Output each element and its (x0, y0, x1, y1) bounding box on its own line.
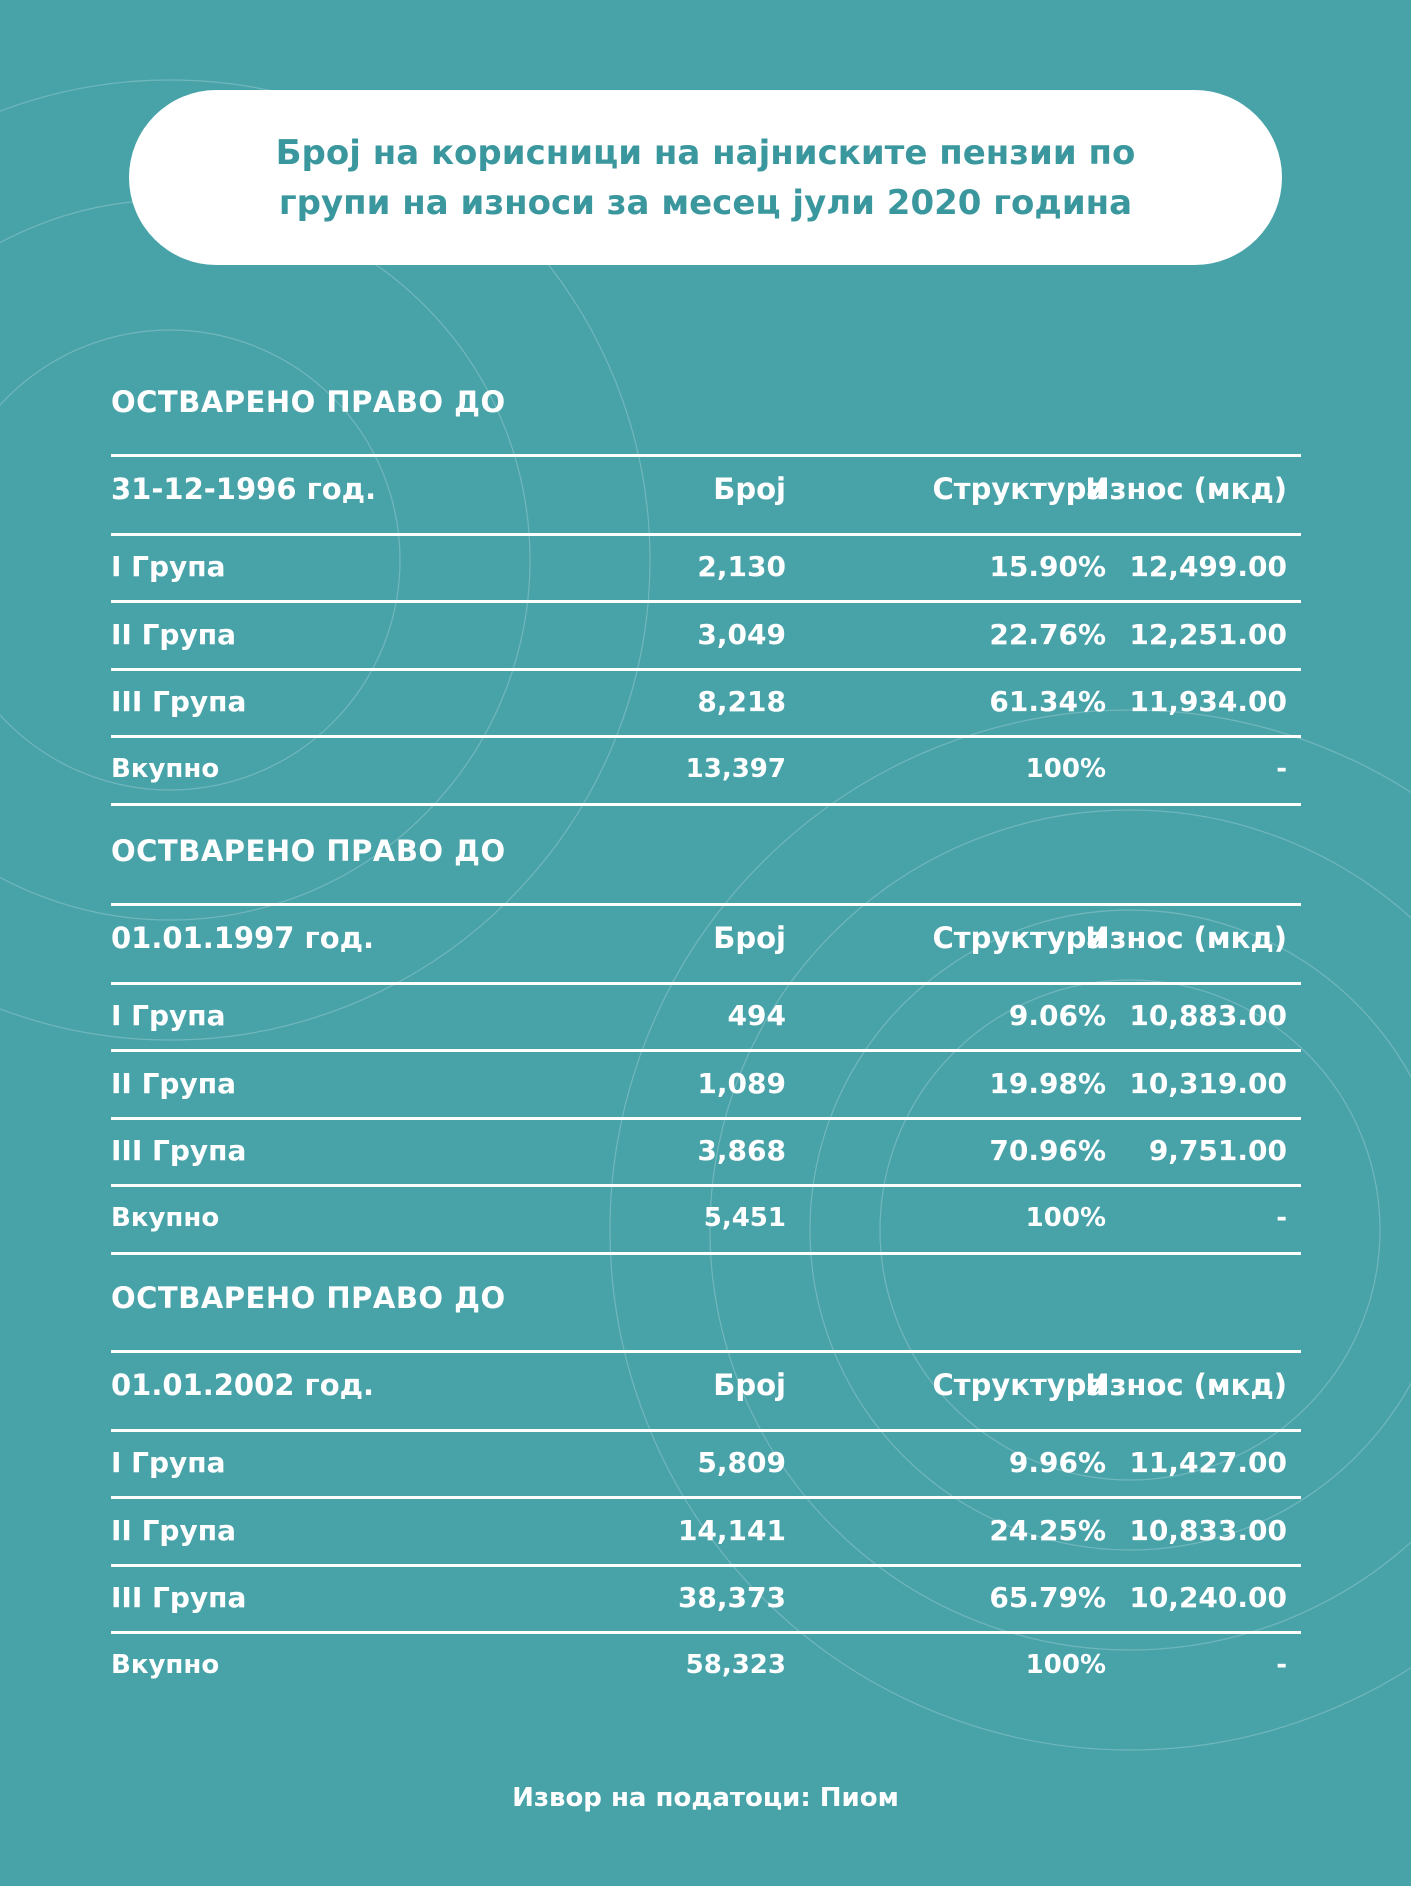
divider (111, 1117, 1301, 1120)
amount-value: - (1276, 1650, 1287, 1680)
divider (111, 1049, 1301, 1052)
section-heading: ОСТВАРЕНО ПРАВО ДО (111, 834, 506, 868)
section-heading: ОСТВАРЕНО ПРАВО ДО (111, 1281, 506, 1315)
count-value: 1,089 (697, 1067, 786, 1100)
structure-value: 9.96% (1008, 1446, 1106, 1479)
amount-value: 10,883.00 (1129, 999, 1287, 1032)
amount-value: 10,240.00 (1129, 1581, 1287, 1614)
total-label: Вкупно (111, 754, 220, 784)
group-label: I Група (111, 550, 226, 583)
divider (111, 1631, 1301, 1634)
amount-value: - (1276, 1203, 1287, 1233)
divider (111, 1350, 1301, 1353)
count-value: 5,451 (703, 1203, 786, 1233)
group-label: I Група (111, 1446, 226, 1479)
divider (111, 600, 1301, 603)
group-label: II Група (111, 618, 236, 651)
count-value: 3,049 (697, 618, 786, 651)
amount-header: Износ (мкд) (1085, 1368, 1287, 1402)
count-value: 38,373 (677, 1581, 786, 1614)
structure-header: Структура (932, 472, 1106, 506)
structure-value: 70.96% (989, 1134, 1106, 1167)
amount-header: Износ (мкд) (1085, 472, 1287, 506)
structure-value: 100% (1025, 1650, 1106, 1680)
section-heading: ОСТВАРЕНО ПРАВО ДО (111, 385, 506, 419)
count-value: 8,218 (697, 685, 786, 718)
count-value: 2,130 (697, 550, 786, 583)
structure-value: 24.25% (989, 1514, 1106, 1547)
amount-header: Износ (мкд) (1085, 921, 1287, 955)
total-label: Вкупно (111, 1203, 220, 1233)
title-banner (129, 90, 1282, 265)
group-label: II Група (111, 1514, 236, 1547)
count-value: 14,141 (677, 1514, 786, 1547)
structure-value: 61.34% (989, 685, 1106, 718)
total-label: Вкупно (111, 1650, 220, 1680)
group-label: III Група (111, 1134, 247, 1167)
structure-header: Структура (932, 921, 1106, 955)
divider (111, 1252, 1301, 1255)
divider (111, 1564, 1301, 1567)
count-header: Број (713, 472, 786, 506)
structure-header: Структура (932, 1368, 1106, 1402)
structure-value: 65.79% (989, 1581, 1106, 1614)
count-value: 13,397 (685, 754, 786, 784)
period-header: 01.01.2002 год. (111, 1368, 375, 1402)
count-header: Број (713, 1368, 786, 1402)
count-value: 58,323 (685, 1650, 786, 1680)
divider (111, 1184, 1301, 1187)
structure-value: 19.98% (989, 1067, 1106, 1100)
structure-value: 9.06% (1008, 999, 1106, 1032)
divider (111, 803, 1301, 806)
group-label: III Група (111, 1581, 247, 1614)
divider (111, 982, 1301, 985)
amount-value: 11,427.00 (1129, 1446, 1287, 1479)
amount-value: 10,833.00 (1129, 1514, 1287, 1547)
count-value: 494 (727, 999, 786, 1032)
amount-value: - (1276, 754, 1287, 784)
structure-value: 15.90% (989, 550, 1106, 583)
structure-value: 100% (1025, 1203, 1106, 1233)
amount-value: 11,934.00 (1129, 685, 1287, 718)
divider (111, 454, 1301, 457)
divider (111, 668, 1301, 671)
count-header: Број (713, 921, 786, 955)
divider (111, 735, 1301, 738)
count-value: 5,809 (697, 1446, 786, 1479)
divider (111, 1429, 1301, 1432)
structure-value: 22.76% (989, 618, 1106, 651)
amount-value: 9,751.00 (1148, 1134, 1287, 1167)
page-title: Број на корисници на најниските пензии по групи на износи за месец јули 2020 година (275, 132, 1136, 223)
count-value: 3,868 (697, 1134, 786, 1167)
divider (111, 1496, 1301, 1499)
divider (111, 533, 1301, 536)
group-label: I Група (111, 999, 226, 1032)
divider (111, 903, 1301, 906)
structure-value: 100% (1025, 754, 1106, 784)
amount-value: 10,319.00 (1129, 1067, 1287, 1100)
group-label: III Група (111, 685, 247, 718)
period-header: 31-12-1996 год. (111, 472, 377, 506)
group-label: II Група (111, 1067, 236, 1100)
period-header: 01.01.1997 год. (111, 921, 375, 955)
source-note: Извор на податоци: Пиом (512, 1783, 899, 1813)
amount-value: 12,251.00 (1129, 618, 1287, 651)
amount-value: 12,499.00 (1129, 550, 1287, 583)
